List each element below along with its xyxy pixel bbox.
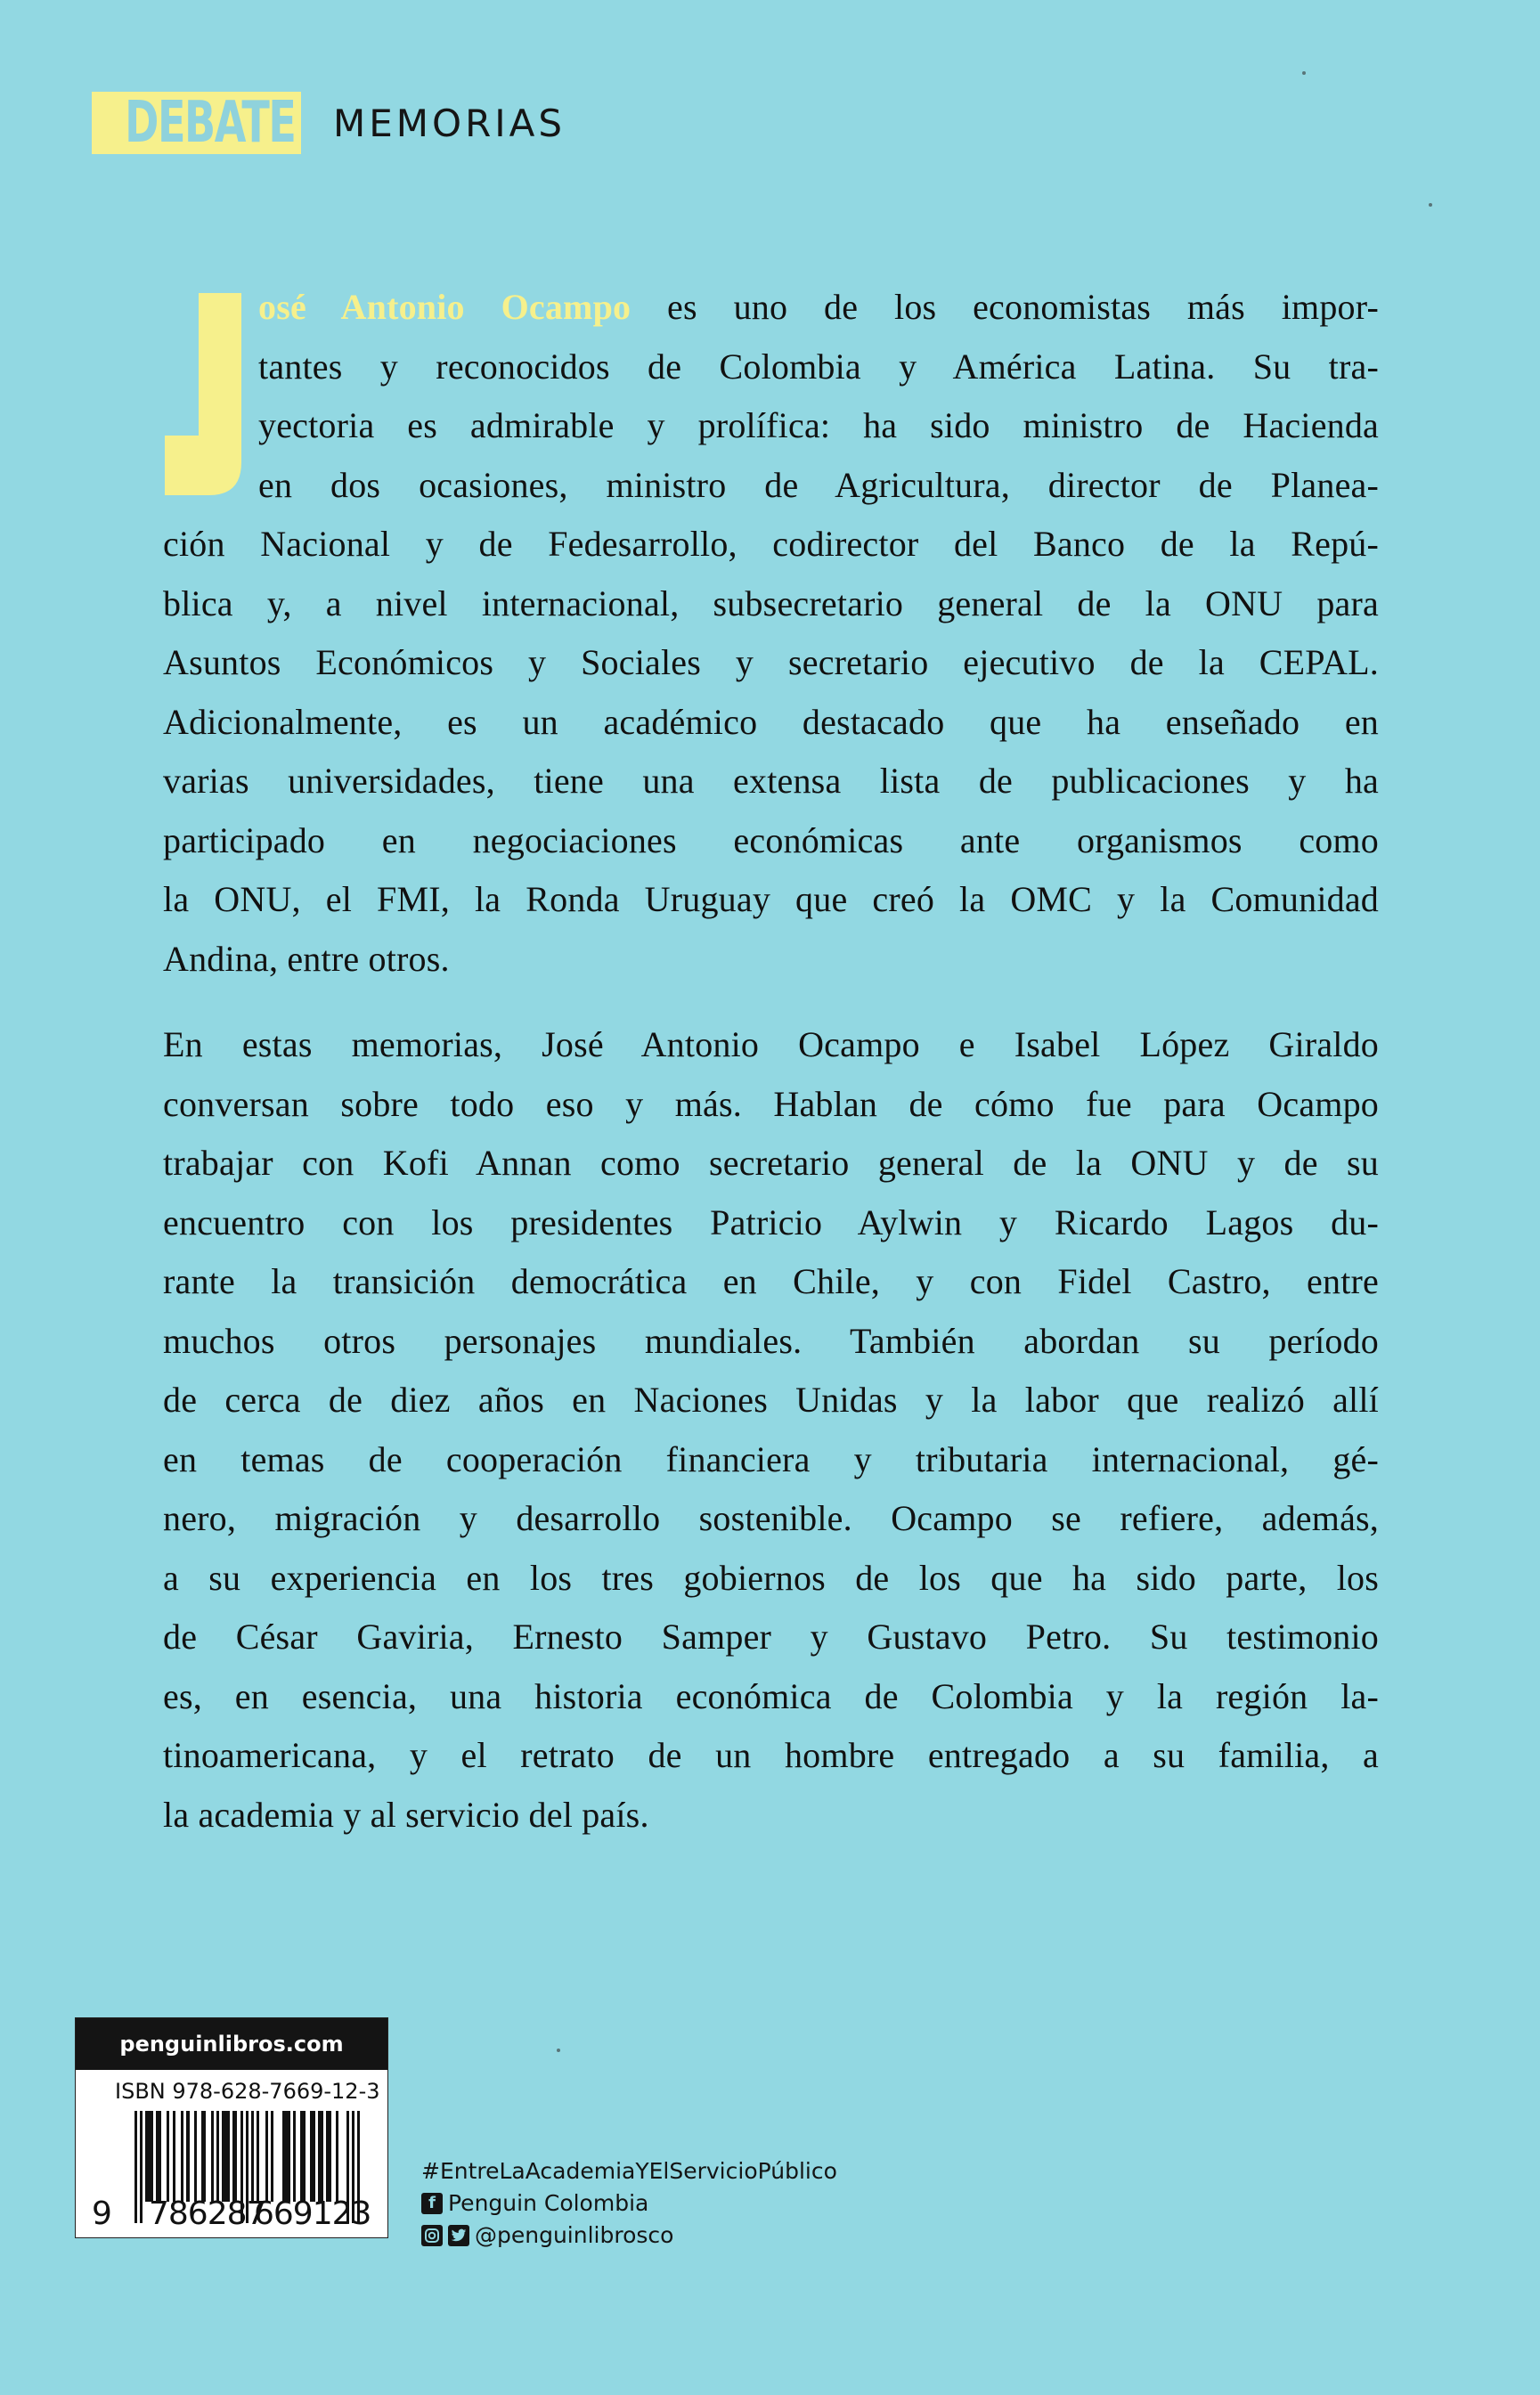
isbn-label: ISBN 978-628-7669-12-3	[115, 2079, 380, 2104]
instagram-icon	[421, 2225, 443, 2246]
blurb-line: conversan sobre todo eso y más. Hablan de cómo fue para Ocampo	[163, 1083, 1379, 1124]
paragraph-2	[163, 1015, 1379, 1845]
blurb-line: En estas memorias, José Antonio Ocampo e Isabel López Giraldo	[163, 1024, 1379, 1064]
publisher-website[interactable]: penguinlibros.com	[76, 2018, 387, 2070]
blurb-line: es, en esencia, una historia económica de Colombia y la región la-	[163, 1675, 1379, 1716]
twitter-icon	[448, 2225, 469, 2246]
blurb-line: muchos otros personajes mundiales. También abordan su período	[163, 1320, 1379, 1361]
publisher-logo-text: DEBATE	[125, 92, 296, 154]
blurb-line: Andina, entre otros.	[163, 938, 450, 979]
blurb-line: ción Nacional y de Fedesarrollo, codirector del Banco de la Repú-	[163, 524, 1379, 564]
blurb-line: rante la transición democrática en Chile, y con Fidel Castro, entre	[163, 1261, 1379, 1301]
blurb-line: la academia y al servicio del país.	[163, 1794, 649, 1835]
blurb-line: varias universidades, tiene una extensa lista de publicaciones y ha	[163, 761, 1379, 801]
hashtag	[421, 2155, 837, 2187]
back-cover-blurb	[163, 278, 1379, 1845]
blurb-line: nero, migración y desarrollo sostenible. Ocampo se refiere, además,	[163, 1498, 1379, 1538]
barcode-digits-left: 786287	[149, 2195, 266, 2232]
instagram-twitter-label: @penguinlibrosco	[475, 2222, 674, 2248]
paragraph-1	[163, 278, 1379, 989]
blurb-line: Adicionalmente, es un académico destacado que ha enseñado en	[163, 701, 1379, 742]
blurb-line: participado en negociaciones económicas ante organismos como	[163, 819, 1379, 860]
blurb-line: tinoamericana, y el retrato de un hombre entregado a su familia, a	[163, 1735, 1379, 1775]
blurb-line: la ONU, el FMI, la Ronda Uruguay que creó la OMC y la Comunidad	[163, 879, 1379, 919]
blurb-line: de César Gaviria, Ernesto Samper y Gustavo Petro. Su testimonio	[163, 1617, 1379, 1657]
hashtag-text: #EntreLaAcademiaYElServicioPúblico	[421, 2158, 837, 2184]
blurb-line-text: es uno de los economistas más impor-	[631, 287, 1379, 327]
blurb-line: en temas de cooperación financiera y tributaria internacional, gé-	[163, 1438, 1379, 1479]
instagram-twitter-link[interactable]	[421, 2220, 837, 2252]
facebook-icon: f	[421, 2193, 443, 2214]
blurb-line: Asuntos Económicos y Sociales y secretario ejecutivo de la CEPAL.	[163, 642, 1379, 682]
blurb-line: yectoria es admirable y prolífica: ha sido ministro de Hacienda	[258, 405, 1379, 445]
series-label: MEMORIAS	[333, 102, 566, 145]
scan-speck	[557, 2049, 560, 2052]
blurb-line	[163, 278, 1379, 338]
blurb-line: de cerca de diez años en Naciones Unidas y la labor que realizó allí	[163, 1380, 1379, 1420]
scan-speck	[1429, 203, 1432, 207]
social-links	[421, 2155, 837, 2252]
blurb-line: encuentro con los presidentes Patricio Aylwin y Ricardo Lagos du-	[163, 1202, 1379, 1242]
publisher-logo-debate	[92, 92, 301, 154]
facebook-link[interactable]	[421, 2187, 837, 2220]
blurb-line: a su experiencia en los tres gobiernos de los que ha sido parte, los	[163, 1557, 1379, 1598]
author-name-lead: osé Antonio Ocampo	[258, 287, 631, 327]
blurb-line: en dos ocasiones, ministro de Agricultura, director de Planea-	[258, 464, 1379, 505]
blurb-line: blica y, a nivel internacional, subsecretario general de la ONU para	[163, 582, 1379, 623]
barcode-digits-right: 669123	[254, 2195, 371, 2232]
blurb-line: tantes y reconocidos de Colombia y América Latina. Su tra-	[258, 346, 1379, 387]
isbn-barcode-box	[75, 2017, 388, 2238]
scan-speck	[1302, 71, 1306, 75]
blurb-line: trabajar con Kofi Annan como secretario general de la ONU y de su	[163, 1143, 1379, 1183]
facebook-label: Penguin Colombia	[448, 2190, 649, 2216]
barcode-digit-first: 9	[92, 2195, 112, 2232]
